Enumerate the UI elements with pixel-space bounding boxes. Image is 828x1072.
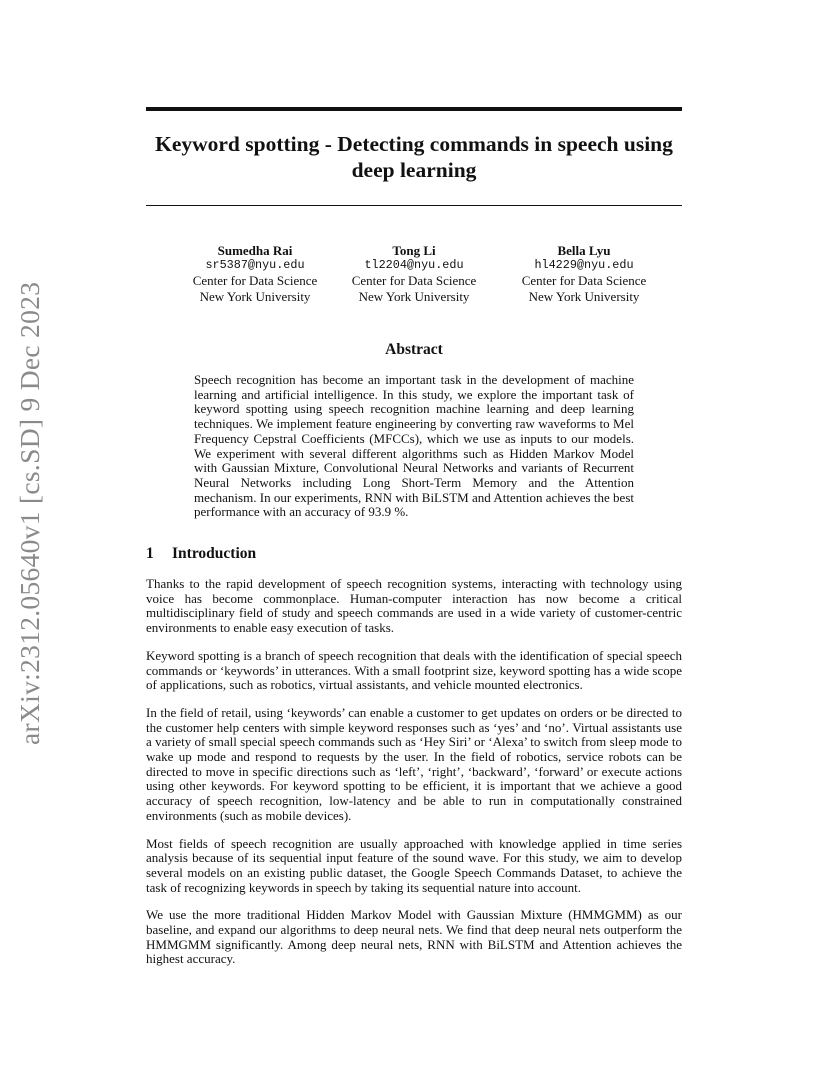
arxiv-identifier-stamp: arXiv:2312.05640v1 [cs.SD] 9 Dec 2023	[14, 281, 45, 745]
section-heading	[146, 545, 682, 563]
author-name: Tong Li	[392, 243, 436, 258]
author-email: hl4229@nyu.edu	[534, 258, 634, 273]
paper-title: Keyword spotting - Detecting commands in speech using deep learning	[155, 132, 673, 182]
section-body	[146, 577, 682, 980]
body-paragraph: Most fields of speech recognition are usually approached with knowledge applied in time series analysis because of its sequential input feature of the sound wave. For this study, we aim to develop several models on an existing public dataset, the Google Speech Commands Dataset, to achieve the task of recognizing keywords in speech by taking its sequential nature into account.	[146, 835, 682, 895]
author-institution: New York University	[199, 288, 311, 304]
author-2	[329, 243, 499, 304]
body-paragraph: Keyword spotting is a branch of speech recognition that deals with the identification of special speech commands or ‘keywords’ in utterances. With a small footprint size, keyword spotting has a wide scope of applications, such as robotics, virtual assistants, and vehicle mounted electronics.	[146, 647, 682, 693]
author-email: sr5387@nyu.edu	[205, 258, 305, 273]
author-affiliation: Center for Data Science	[521, 273, 647, 289]
body-paragraph: Thanks to the rapid development of speech recognition systems, interacting with technology using voice has become commonplace. Human-computer interaction has now become a critical multidisciplinary field of study and speech commands are used in a wide variety of customer-centric environments to enable easy execution of tasks.	[146, 576, 682, 636]
body-paragraph: We use the more traditional Hidden Markov Model with Gaussian Mixture (HMMGMM) as our baseline, and expand our algorithms to deep neural nets. We find that deep neural nets outperform the HMMGMM significantly. Among deep neural nets, RNN with BiLSTM and Attention achieves the highest accuracy.	[146, 907, 682, 967]
author-3	[499, 243, 669, 304]
author-affiliation: Center for Data Science	[192, 273, 318, 289]
section-number: 1	[146, 545, 154, 562]
abstract-text: Speech recognition has become an important task in the development of machine learning and artificial intelligence. In this study, we explore the important task of keyword spotting using speech recognition machine learning and deep learning techniques. We implement feature engineering by converting raw waveforms to Mel Frequency Cepstral Coefficients (MFCCs), which we use as inputs to our models. We experiment with several different algorithms such as Hidden Markov Model with Gaussian Mixture, Convolutional Neural Networks and variants of Recurrent Neural Networks including Long Short-Term Memory and the Attention mechanism. In our experiments, RNN with BiLSTM and Attention achieves the best performance with an accuracy of 93.9 %.	[194, 372, 634, 520]
author-1	[170, 243, 340, 304]
title-rule-top	[146, 107, 682, 111]
abstract-heading: Abstract	[385, 341, 443, 358]
author-email: tl2204@nyu.edu	[364, 258, 464, 273]
author-name: Bella Lyu	[557, 243, 611, 258]
body-paragraph: In the field of retail, using ‘keywords’ can enable a customer to get updates on orders or be directed to the customer help centers with simple keyword responses such as ‘yes’ and ‘no’. Virtual assistants use a variety of small special speech commands such as ‘Hey Siri’ or ‘Alexa’ to switch from sleep mode to wake up mode and respond to requests by the user. In the field of robotics, service robots can be directed to move in specific directions such as ‘left’, ‘right’, ‘backward’, ‘forward’ or execute actions using other keywords. For keyword spotting to be efficient, it is important that we achieve a good accuracy of speech recognition, low-latency and be able to run in computationally constrained environments (such as mobile devices).	[146, 704, 682, 823]
author-affiliation: Center for Data Science	[351, 273, 477, 289]
author-institution: New York University	[528, 288, 640, 304]
section-title: Introduction	[172, 545, 257, 562]
author-institution: New York University	[358, 288, 470, 304]
title-rule-bottom	[146, 205, 682, 206]
author-name: Sumedha Rai	[217, 243, 293, 258]
